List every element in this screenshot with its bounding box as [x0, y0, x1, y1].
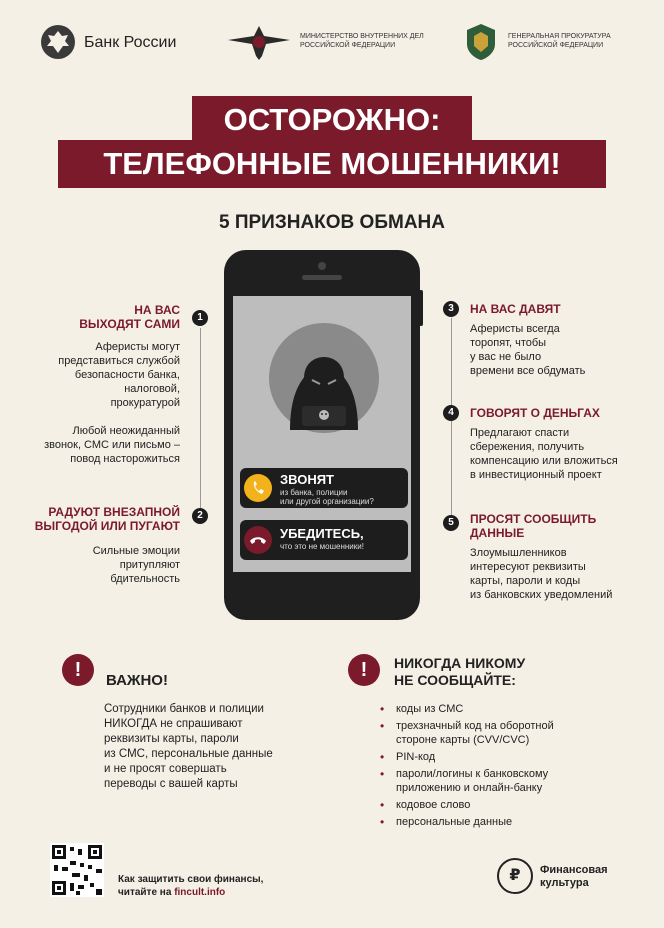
mvd-emblem-icon — [226, 22, 292, 62]
sign-3-head: НА ВАС ДАВЯТ — [470, 302, 561, 316]
prosecutor-name: ГЕНЕРАЛЬНАЯ ПРОКУРАТУРА РОССИЙСКОЙ ФЕДЕРАЦИИ — [508, 33, 611, 49]
fincult-logo-icon: ₽ — [497, 858, 533, 894]
hacker-avatar-icon — [268, 322, 380, 434]
fincult-name: Финансовая культура — [540, 864, 608, 889]
call1-subtitle: из банка, полиции или другой организации? — [280, 488, 374, 506]
sign-number-5: 5 — [443, 515, 459, 531]
sign-2: РАДУЮТ ВНЕЗАПНОЙ ВЫГОДОЙ ИЛИ ПУГАЮТ — [34, 505, 180, 533]
decline-call-button[interactable] — [244, 526, 272, 554]
header-logos — [0, 22, 664, 62]
important-body: Сотрудники банков и полиции НИКОГДА не спрашивают реквизиты карты, пароли из СМС, персональные данные и не просят совершать переводы с вашей карты — [104, 703, 273, 790]
list-item: приложению и онлайн-банку — [396, 782, 543, 794]
list-item: • коды из СМС — [378, 702, 638, 716]
sign-number-1: 1 — [192, 310, 208, 326]
sign-4-head: ГОВОРЯТ О ДЕНЬГАХ — [470, 406, 600, 420]
never-title: НИКОГДА НИКОМУ НЕ СООБЩАЙТЕ: — [394, 655, 526, 688]
sign-2-body: Сильные эмоции притупляют бдительность — [92, 545, 180, 585]
phone-camera — [318, 262, 326, 270]
important-title: ВАЖНО! — [106, 672, 168, 689]
title-line1: ОСТОРОЖНО: — [192, 96, 472, 144]
title-line2: ТЕЛЕФОННЫЕ МОШЕННИКИ! — [58, 140, 606, 188]
incoming-call-pill — [240, 468, 408, 508]
sign-1-body: Аферисты могут представиться службой безопасности банка, налоговой, прокуратурой — [58, 341, 180, 409]
list-item: • PIN-код — [378, 750, 638, 764]
sign-1: НА ВАС ВЫХОДЯТ САМИ — [79, 303, 180, 331]
never-warning-icon: ! — [348, 654, 380, 686]
list-item: • персональные данные — [378, 815, 638, 829]
list-item: • кодовое слово — [378, 798, 638, 812]
call2-title: УБЕДИТЕСЬ, — [280, 526, 364, 541]
important-warning-icon: ! — [62, 654, 94, 686]
mvd-name: МИНИСТЕРСТВО ВНУТРЕННИХ ДЕЛ РОССИЙСКОЙ ФЕДЕРАЦИИ — [300, 33, 424, 49]
call2-subtitle: что это не мошенники! — [280, 542, 364, 551]
list-item: стороне карты (CVV/CVC) — [396, 734, 530, 746]
phone-side-button — [419, 290, 423, 326]
list-item: • пароли/логины к банковскому — [378, 767, 638, 781]
sign-number-4: 4 — [443, 405, 459, 421]
sign-5: ПРОСЯТ СООБЩИТЬ ДАННЫЕ — [470, 512, 597, 540]
sign-number-3: 3 — [443, 301, 459, 317]
qr-code-icon[interactable] — [50, 843, 104, 897]
fincult-link[interactable]: fincult.info — [174, 887, 226, 898]
sign-5-body: Злоумышленников интересуют реквизиты карты, пароли и коды из банковских уведомлений — [470, 547, 613, 601]
bank-russia-name: Банк России — [84, 34, 177, 51]
call1-title: ЗВОНЯТ — [280, 472, 334, 487]
phone-accept-icon — [244, 474, 272, 502]
phone-decline-icon — [244, 526, 272, 554]
accept-call-button[interactable] — [244, 474, 272, 502]
left-timeline-line — [200, 328, 201, 508]
phone-speaker — [302, 275, 342, 280]
sign-number-2: 2 — [192, 508, 208, 524]
footer-text: Как защитить свои финансы, читайте на fincult.info — [118, 874, 264, 898]
subtitle: 5 ПРИЗНАКОВ ОБМАНА — [219, 212, 445, 233]
sign-1-body2: Любой неожиданный звонок, СМС или письмо – повод насторожиться — [44, 425, 180, 465]
prosecutor-emblem-icon — [462, 22, 500, 62]
sign-3-body: Аферисты всегда торопят, чтобы у вас не было времени все обдумать — [470, 323, 586, 377]
never-list — [378, 702, 638, 832]
list-item: • трехзначный код на оборотной — [378, 719, 638, 733]
verify-call-pill — [240, 520, 408, 560]
bank-russia-eagle-icon — [40, 24, 76, 60]
sign-4-body: Предлагают спасти сбережения, получить компенсацию или вложиться в инвестиционный проект — [470, 427, 618, 481]
